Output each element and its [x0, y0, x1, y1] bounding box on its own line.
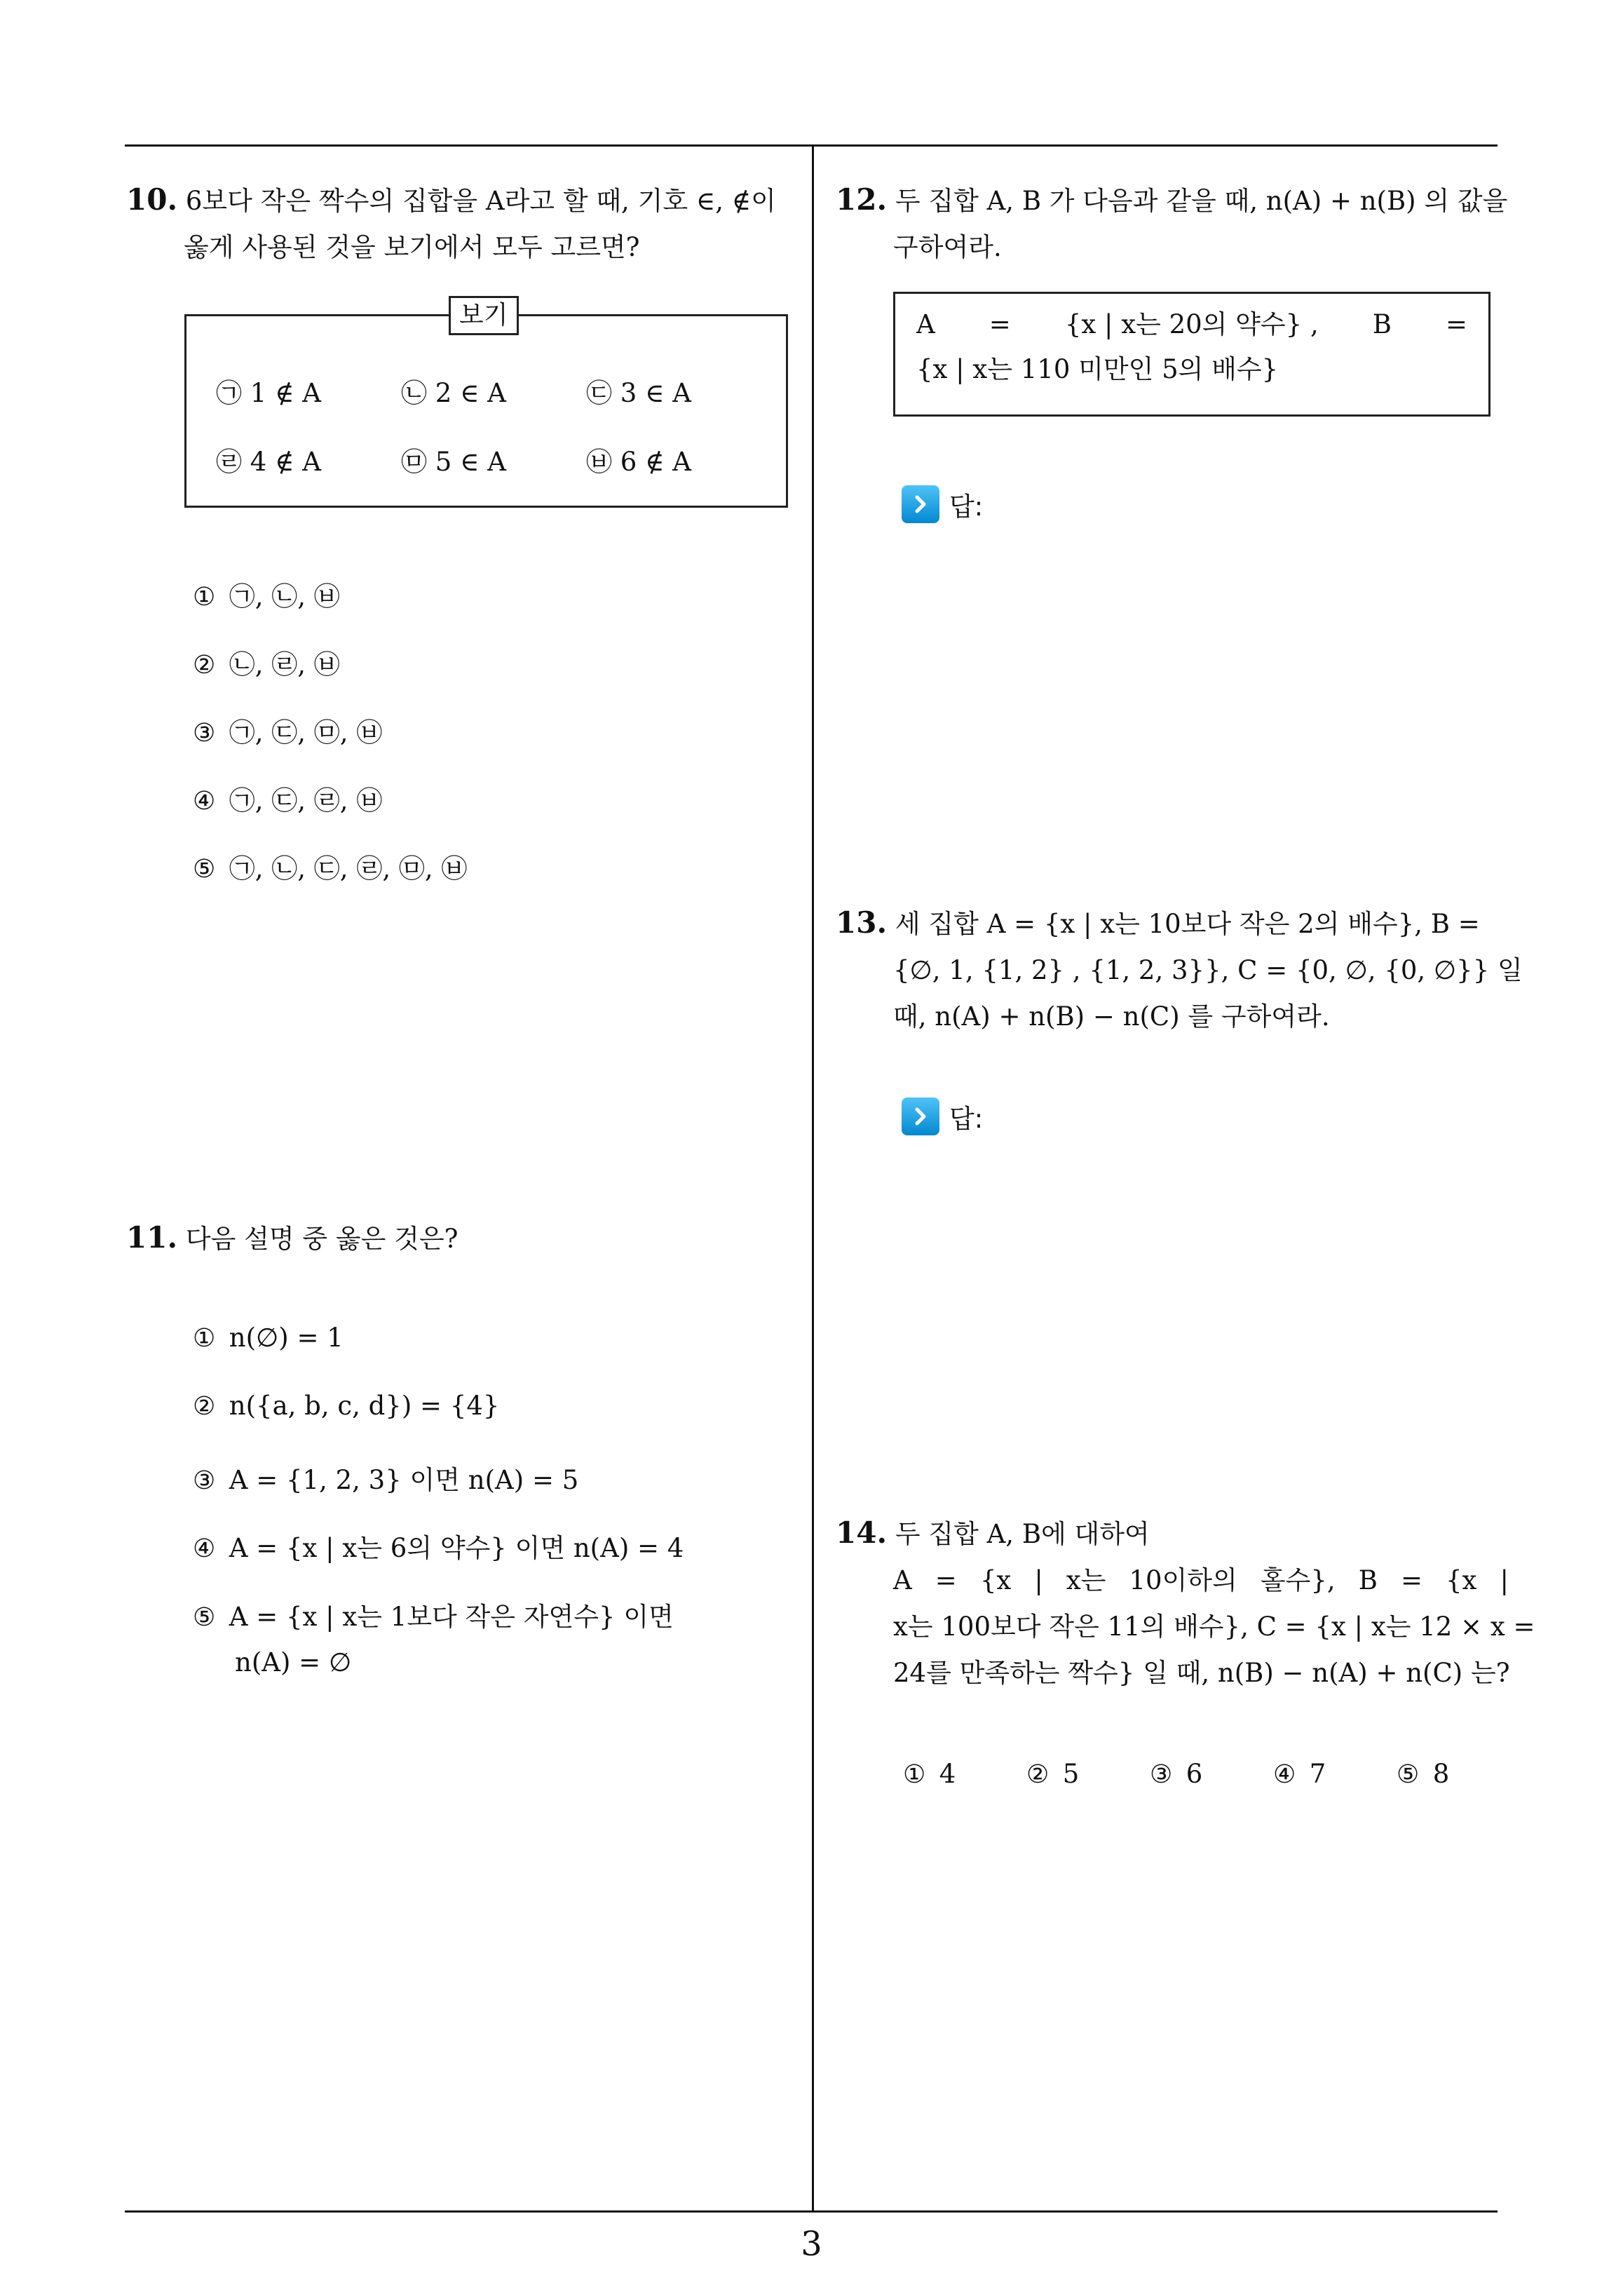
- choice-text-continued: n(A) = ∅: [235, 1647, 352, 1677]
- choice-option[interactable]: [193, 1459, 578, 1497]
- choice-mark: ④: [1273, 1760, 1296, 1789]
- question-10: [126, 177, 806, 271]
- choice-mark: ④: [193, 787, 216, 816]
- choice-text: ㉡, ㉣, ㉥: [229, 649, 340, 680]
- question-stem-line: 6보다 작은 짝수의 집합을 A라고 할 때, 기호 ∈, ∉이: [185, 186, 776, 216]
- choice-option[interactable]: [193, 1527, 684, 1565]
- condition-token: {x | x는 20의 약수} ,: [1064, 309, 1319, 339]
- question-stem-line: 다음 설명 중 옳은 것은?: [185, 1224, 459, 1254]
- bottom-rule: [125, 2210, 1498, 2213]
- choice-mark: ⑤: [193, 855, 216, 884]
- stem-token: |: [1500, 1565, 1509, 1595]
- choice-option[interactable]: [903, 1759, 956, 1789]
- answer-label: 답:: [949, 1104, 984, 1134]
- answer-arrow-icon: [902, 485, 939, 523]
- choice-mark: ③: [1150, 1760, 1173, 1789]
- question-14: [836, 1510, 1535, 1696]
- choice-text: ㉠, ㉢, ㉤, ㉥: [229, 717, 383, 748]
- choice-mark: ⑤: [1397, 1760, 1420, 1789]
- choice-text: A = {1, 2, 3} 이면 n(A) = 5: [229, 1465, 579, 1495]
- question-stem-line: x는 100보다 작은 11의 배수}, C = {x | x는 12 × x =: [893, 1612, 1535, 1642]
- stem-token: =: [935, 1565, 957, 1595]
- choice-mark: ②: [193, 1392, 216, 1421]
- condition-token: A: [916, 309, 935, 339]
- choice-option[interactable]: [1397, 1759, 1449, 1789]
- choice-text: A = {x | x는 1보다 작은 자연수} 이면: [229, 1602, 674, 1632]
- choice-option[interactable]: [193, 643, 340, 681]
- choice-option[interactable]: [1150, 1759, 1202, 1789]
- choice-text: n(∅) = 1: [229, 1323, 344, 1353]
- bogi-item: ㉡ 2 ∈ A: [401, 378, 506, 408]
- question-13: [836, 900, 1523, 1040]
- stem-token: {x: [979, 1565, 1012, 1595]
- choice-text: A = {x | x는 6의 약수} 이면 n(A) = 4: [229, 1533, 684, 1563]
- choice-mark: ②: [1026, 1760, 1050, 1789]
- bogi-item: ㉢ 3 ∈ A: [586, 378, 691, 408]
- choice-option[interactable]: [1026, 1759, 1079, 1789]
- choice-option[interactable]: [193, 1595, 674, 1685]
- choice-option[interactable]: [193, 1323, 344, 1353]
- bogi-item: ㉠ 1 ∉ A: [216, 378, 321, 408]
- choice-text: n({a, b, c, d}) = {4}: [229, 1391, 500, 1421]
- choice-mark: ①: [193, 1324, 216, 1353]
- condition-box: [893, 292, 1490, 417]
- answer-field[interactable]: [902, 485, 983, 523]
- choice-option[interactable]: [193, 847, 467, 885]
- stem-token: B: [1358, 1565, 1378, 1595]
- question-stem-line: 때, n(A) + n(B) − n(C) 를 구하여라.: [893, 1001, 1330, 1032]
- choice-option[interactable]: [1273, 1759, 1326, 1789]
- choice-mark: ③: [193, 719, 216, 748]
- choice-mark: ⑤: [193, 1603, 216, 1632]
- bogi-item: ㉣ 4 ∉ A: [216, 447, 321, 477]
- stem-token: 10이하의: [1129, 1565, 1237, 1595]
- answer-arrow-icon: [902, 1098, 939, 1135]
- question-stem-line: 24를 만족하는 짝수} 일 때, n(B) − n(A) + n(C) 는?: [893, 1658, 1510, 1688]
- bogi-item: ㉥ 6 ∉ A: [586, 447, 691, 477]
- question-12: [836, 177, 1509, 271]
- stem-token: |: [1034, 1565, 1043, 1595]
- question-stem-line: 세 집합 A = {x | x는 10보다 작은 2의 배수}, B =: [895, 909, 1480, 939]
- choice-text: 7: [1309, 1759, 1326, 1789]
- stem-token: x는: [1066, 1565, 1106, 1595]
- question-stem-line: 구하여라.: [893, 232, 1002, 262]
- choice-text: 4: [939, 1759, 956, 1789]
- condition-token: B: [1372, 309, 1392, 339]
- bogi-box: [184, 314, 788, 508]
- bogi-box-title: 보기: [449, 296, 519, 335]
- choice-mark: ①: [903, 1760, 926, 1789]
- question-stem-line: 두 집합 A, B 가 다음과 같을 때, n(A) + n(B) 의 값을: [895, 186, 1508, 216]
- question-stem-line: 두 집합 A, B에 대하여: [895, 1519, 1150, 1549]
- stem-token: 홀수},: [1260, 1565, 1336, 1595]
- choice-mark: ①: [193, 583, 216, 612]
- question-stem-line: {∅, 1, {1, 2} , {1, 2, 3}}, C = {0, ∅, {0, ∅}} 일: [893, 955, 1523, 985]
- column-divider: [812, 144, 814, 2212]
- question-stem-line: 옳게 사용된 것을 보기에서 모두 고르면?: [184, 232, 640, 262]
- choice-option[interactable]: [193, 1391, 499, 1421]
- condition-token: =: [989, 309, 1011, 339]
- choice-text: 6: [1186, 1759, 1203, 1789]
- question-number: 11.: [126, 1220, 178, 1255]
- question-number: 13.: [836, 905, 888, 940]
- top-rule: [125, 144, 1498, 147]
- stem-token: =: [1400, 1565, 1422, 1595]
- question-number: 12.: [836, 182, 888, 217]
- choice-text: 8: [1432, 1759, 1450, 1789]
- page-number: 3: [801, 2224, 822, 2264]
- bogi-item: ㉤ 5 ∈ A: [401, 447, 506, 477]
- answer-field[interactable]: [902, 1098, 983, 1135]
- stem-token: A: [893, 1565, 912, 1595]
- choice-option[interactable]: [193, 779, 382, 817]
- choice-text: 5: [1062, 1759, 1080, 1789]
- question-number: 10.: [126, 182, 178, 217]
- stem-token: {x: [1446, 1565, 1477, 1595]
- choice-text: ㉠, ㉢, ㉣, ㉥: [229, 785, 383, 816]
- choice-mark: ②: [193, 651, 216, 680]
- choice-text: ㉠, ㉡, ㉥: [229, 581, 340, 612]
- condition-line: {x | x는 110 미만인 5의 배수}: [916, 354, 1279, 384]
- choice-text: ㉠, ㉡, ㉢, ㉣, ㉤, ㉥: [229, 853, 468, 884]
- choice-mark: ③: [193, 1466, 216, 1495]
- choice-mark: ④: [193, 1534, 216, 1563]
- choice-option[interactable]: [193, 575, 340, 613]
- choice-option[interactable]: [193, 711, 382, 749]
- question-number: 14.: [836, 1515, 888, 1550]
- question-11: [126, 1215, 806, 1262]
- answer-label: 답:: [949, 492, 984, 522]
- condition-token: =: [1445, 309, 1467, 339]
